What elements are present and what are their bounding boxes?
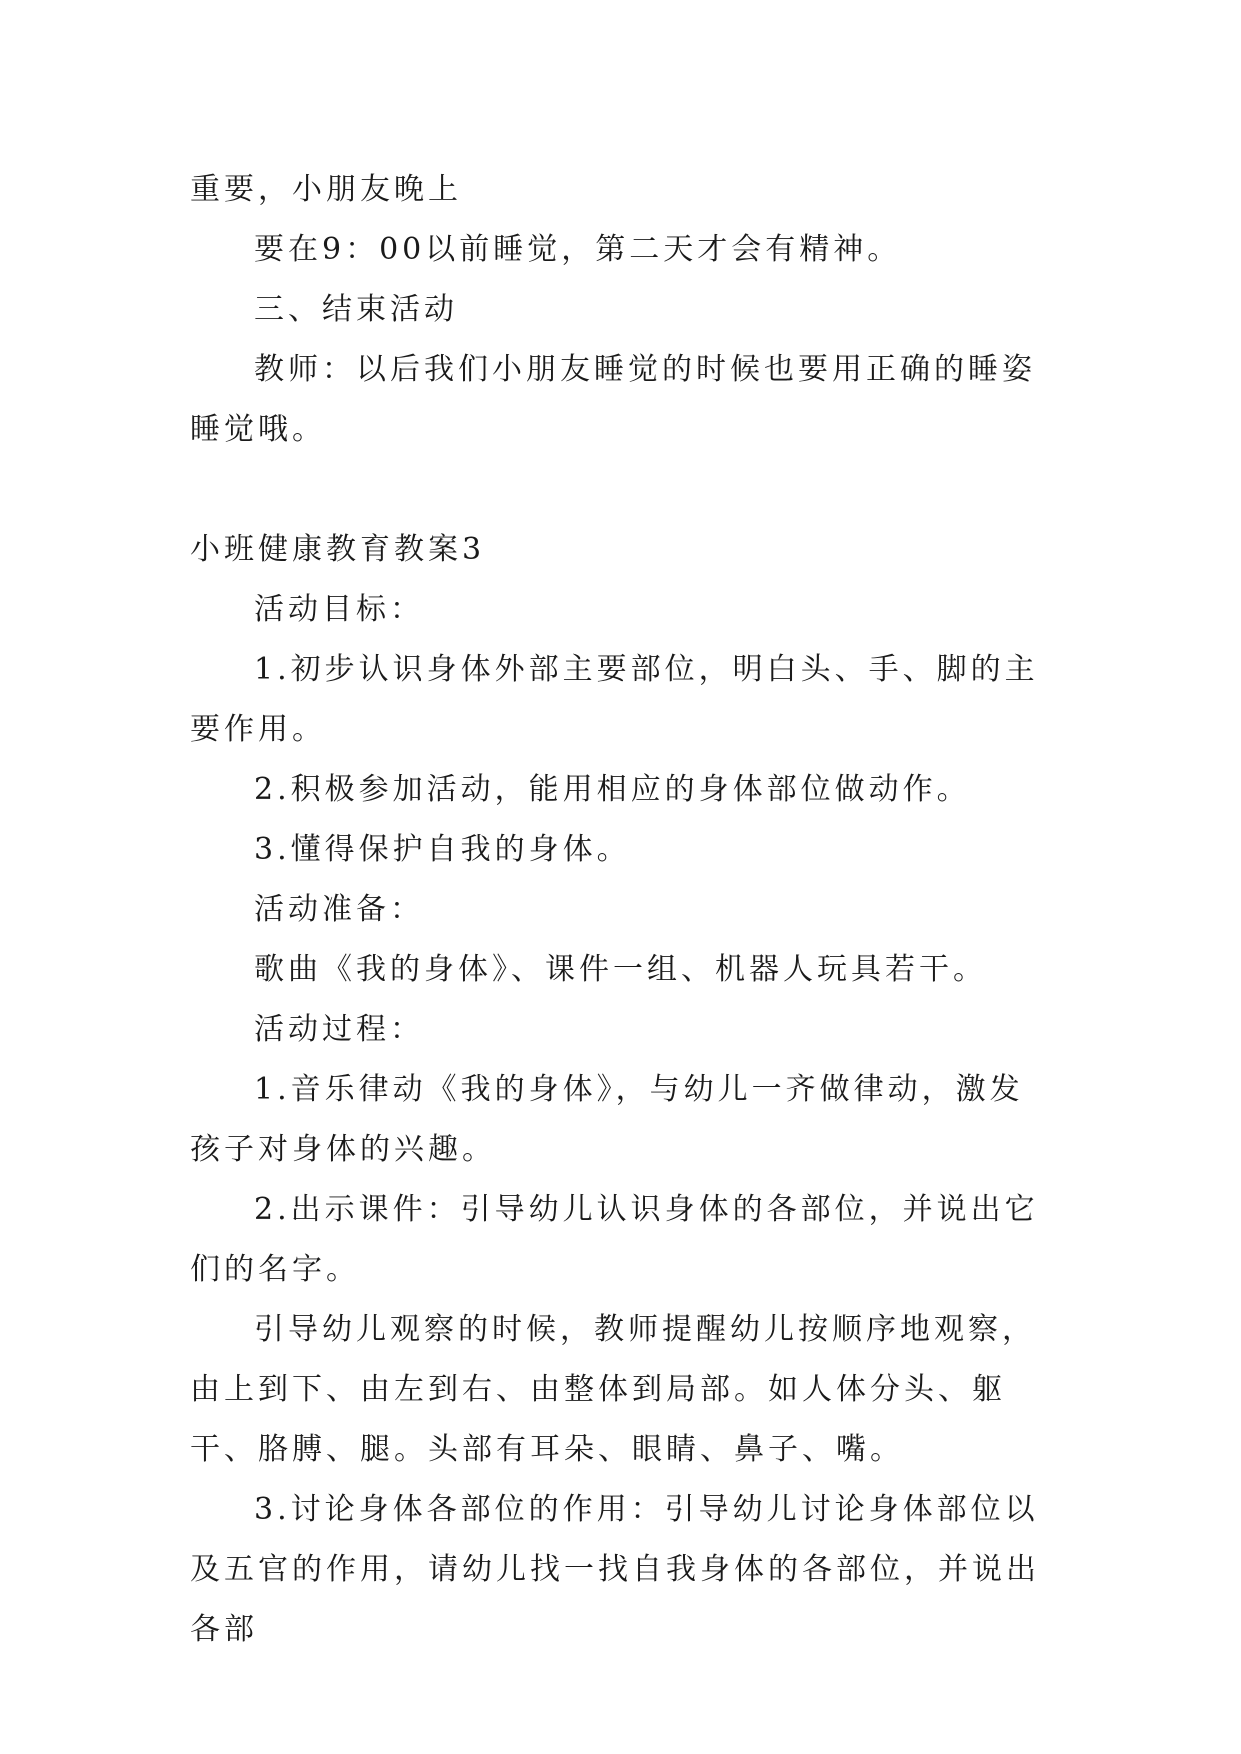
process-step-3: 3.讨论身体各部位的作用：引导幼儿讨论身体部位以及五官的作用，请幼儿找一找自我身体的各部位，并说出各部	[190, 1492, 1040, 1647]
heading-activity-goals: 活动目标：	[254, 592, 424, 627]
process-step-1: 1.音乐律动《我的身体》，与幼儿一齐做律动，激发孩子对身体的兴趣。	[190, 1072, 1024, 1167]
process-observation: 引导幼儿观察的时候，教师提醒幼儿按顺序地观察，由上到下、由左到右、由整体到局部。如人体分头、躯干、胳膊、腿。头部有耳朵、眼睛、鼻子、嘴。	[190, 1312, 1036, 1467]
paragraph-teacher: 教师：以后我们小朋友睡觉的时候也要用正确的睡姿睡觉哦。	[190, 352, 1036, 447]
heading-activity-prep: 活动准备：	[254, 892, 424, 927]
lesson-title: 小班健康教育教案3	[190, 532, 486, 567]
document-page	[190, 160, 1056, 1660]
heading-activity-process: 活动过程：	[254, 1012, 424, 1047]
goal-item-1: 1.初步认识身体外部主要部位，明白头、手、脚的主要作用。	[190, 652, 1039, 747]
goal-item-2: 2.积极参加活动，能用相应的身体部位做动作。	[254, 772, 971, 807]
prep-materials: 歌曲《我的身体》、课件一组、机器人玩具若干。	[254, 952, 987, 987]
paragraph-bedtime: 要在9：00以前睡觉，第二天才会有精神。	[254, 232, 902, 267]
goal-item-3: 3.懂得保护自我的身体。	[254, 832, 631, 867]
paragraph-continuation: 重要，小朋友晚上	[190, 172, 462, 207]
section-heading-end-activity: 三、结束活动	[254, 292, 458, 327]
blank-line	[190, 460, 1056, 520]
process-step-2: 2.出示课件：引导幼儿认识身体的各部位，并说出它们的名字。	[190, 1192, 1039, 1287]
